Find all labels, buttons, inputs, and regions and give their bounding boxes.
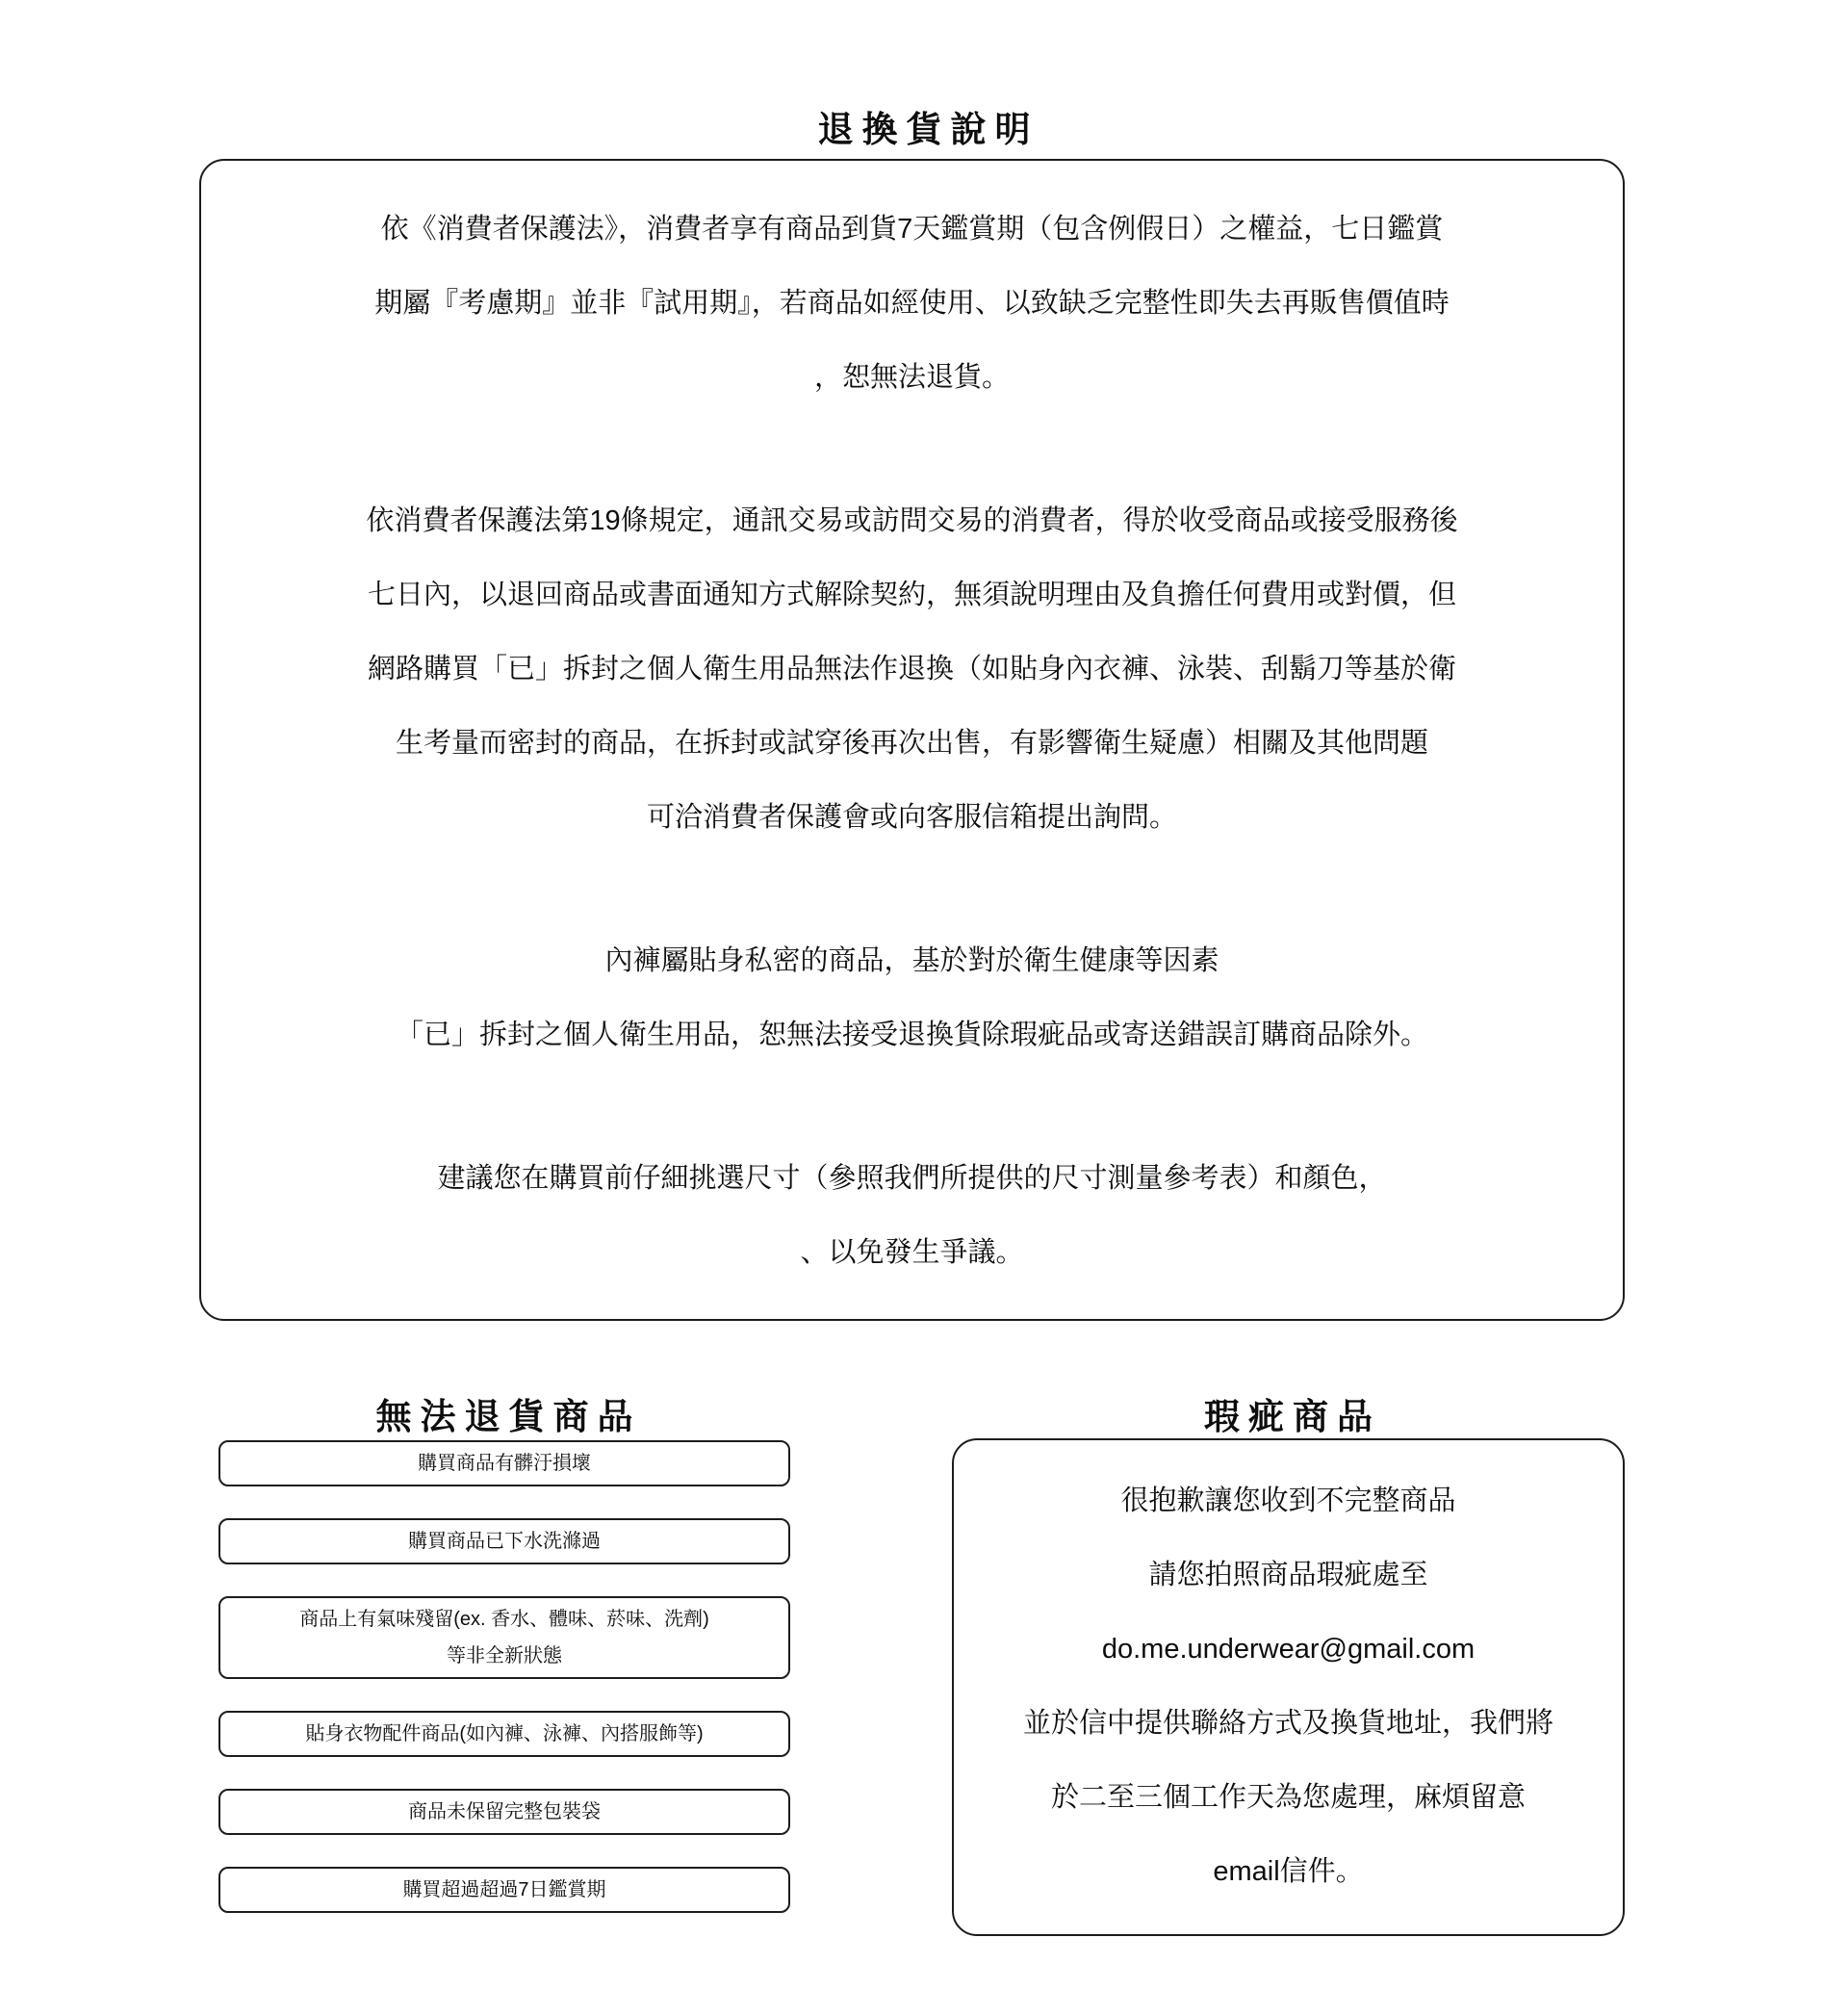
policy-paragraph-2 xyxy=(201,484,1623,855)
policy-line: 可洽消費者保護會或向客服信箱提出詢問。 xyxy=(646,802,1177,833)
policy-box xyxy=(199,159,1625,1321)
policy-line: ，恕無法退貨。 xyxy=(813,362,1010,393)
non-returnable-item-text: 購買商品已下水洗滌過 xyxy=(408,1531,601,1552)
policy-line: 「已」拆封之個人衛生用品，恕無法接受退換貨除瑕疵品或寄送錯誤訂購商品除外。 xyxy=(395,1020,1428,1050)
non-returnable-item-text: 等非全新狀態 xyxy=(447,1645,562,1666)
non-returnable-item-text: 購買超過超過7日鑑賞期 xyxy=(402,1879,606,1900)
page-title xyxy=(0,100,1848,152)
non-returnable-item xyxy=(218,1711,790,1757)
non-returnable-item xyxy=(218,1440,790,1486)
non-returnable-item-text: 貼身衣物配件商品(如內褲、泳褲、內搭服飾等) xyxy=(305,1723,704,1744)
policy-line: 期屬『考慮期』並非『試用期』，若商品如經使用、以致缺乏完整性即失去再販售價值時 xyxy=(374,288,1450,319)
non-returnable-heading-text: 無法退貨商品 xyxy=(375,1397,642,1436)
policy-line: 內褲屬貼身私密的商品，基於對於衛生健康等因素 xyxy=(604,945,1219,976)
defective-line: email信件。 xyxy=(1213,1856,1364,1887)
policy-line: 生考量而密封的商品，在拆封或試穿後再次出售，有影響衛生疑慮）相關及其他問題 xyxy=(395,728,1428,759)
policy-line: 七日內，以退回商品或書面通知方式解除契約，無須說明理由及負擔任何費用或對價，但 xyxy=(367,580,1456,610)
defective-heading-text: 瑕疵商品 xyxy=(1204,1397,1381,1436)
defective-heading xyxy=(952,1387,1625,1439)
non-returnable-item xyxy=(218,1518,790,1564)
page-title-text: 退換貨說明 xyxy=(817,110,1040,149)
policy-line: 建議您在購買前仔細挑選尺寸（參照我們所提供的尺寸測量參考表）和顏色， xyxy=(437,1163,1387,1194)
policy-line: 依消費者保護法第19條規定，通訊交易或訪問交易的消費者，得於收受商品或接受服務後 xyxy=(366,505,1458,536)
non-returnable-heading xyxy=(218,1387,790,1439)
policy-line: 、以免發生爭議。 xyxy=(800,1237,1024,1268)
defective-line: 很抱歉讓您收到不完整商品 xyxy=(1120,1485,1456,1516)
non-returnable-list xyxy=(218,1440,790,1945)
defective-line: 於二至三個工作天為您處理，麻煩留意 xyxy=(1050,1782,1526,1813)
policy-paragraph-1 xyxy=(201,193,1623,415)
policy-paragraph-3 xyxy=(201,924,1623,1072)
non-returnable-item-text: 商品上有氣味殘留(ex. 香水、體味、菸味、洗劑) xyxy=(299,1609,709,1630)
policy-line: 依《消費者保護法》，消費者享有商品到貨7天鑑賞期（包含例假日）之權益，七日鑑賞 xyxy=(380,214,1444,245)
defective-email-text: do.me.underwear@gmail.com xyxy=(1101,1634,1476,1665)
non-returnable-item xyxy=(218,1867,790,1913)
defective-line: 請您拍照商品瑕疵處至 xyxy=(1148,1560,1428,1590)
non-returnable-item-text: 商品未保留完整包裝袋 xyxy=(408,1801,601,1822)
policy-paragraph-4 xyxy=(201,1142,1623,1290)
non-returnable-item xyxy=(218,1596,790,1679)
defective-box xyxy=(952,1438,1625,1936)
non-returnable-item xyxy=(218,1789,790,1835)
defective-line: 並於信中提供聯絡方式及換貨地址，我們將 xyxy=(1022,1708,1553,1739)
policy-line: 網路購買「已」拆封之個人衛生用品無法作退換（如貼身內衣褲、泳裝、刮鬍刀等基於衛 xyxy=(367,654,1456,685)
non-returnable-item-text: 購買商品有髒汙損壞 xyxy=(418,1453,591,1474)
